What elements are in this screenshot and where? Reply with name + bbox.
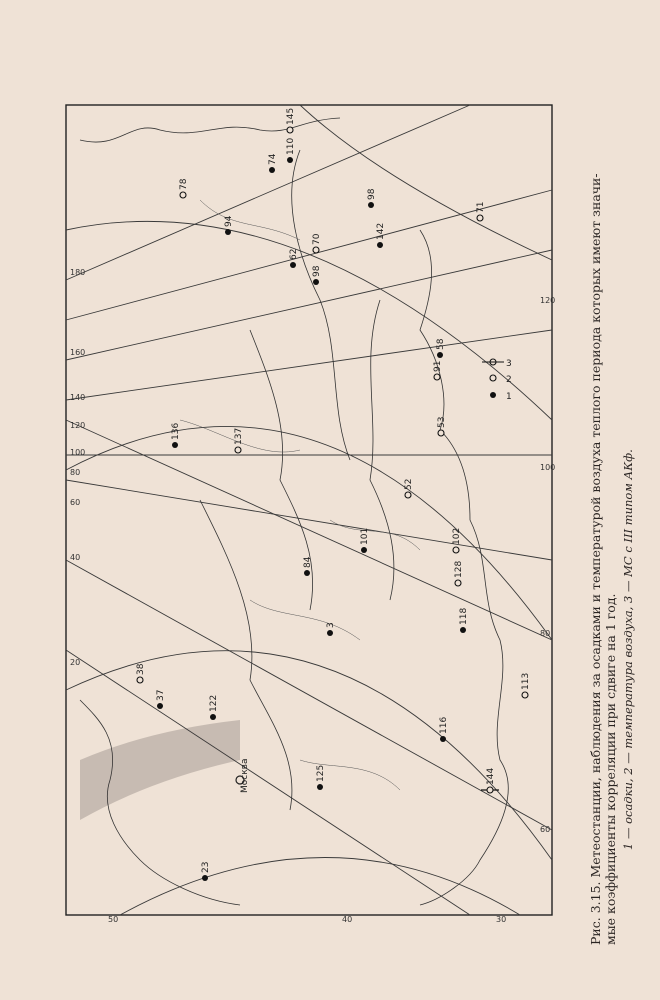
legend-open-circle-icon xyxy=(490,375,496,381)
station-marker xyxy=(476,202,486,221)
station-label: 91 xyxy=(433,360,443,372)
station-label: 102 xyxy=(452,527,462,545)
legend xyxy=(482,359,512,402)
station-marker xyxy=(326,622,336,636)
station-label: 136 xyxy=(171,422,181,440)
station-marker xyxy=(376,223,386,248)
meridian-label: 20 xyxy=(70,658,81,667)
meridian-label-bottom: 60 xyxy=(540,825,551,834)
station-label: 118 xyxy=(459,607,469,625)
shading xyxy=(80,720,240,820)
station-label: 94 xyxy=(224,215,234,227)
parallel-label: 40 xyxy=(342,915,353,924)
station-label: 3 xyxy=(326,622,336,628)
parallel-label: 30 xyxy=(496,915,507,924)
station-marker xyxy=(171,423,181,448)
meridian-label: 180 xyxy=(70,268,86,277)
station-marker xyxy=(437,417,447,436)
station-label: 125 xyxy=(316,764,326,782)
station-marker xyxy=(316,765,326,790)
legend-label: 2 xyxy=(506,375,512,385)
station-marker xyxy=(224,215,234,235)
station-marker xyxy=(286,108,296,133)
meridian-label: 140 xyxy=(70,393,86,402)
temperature-station-icon xyxy=(313,247,319,253)
legend-label: 1 xyxy=(506,392,512,402)
meridian-label-bottom: 120 xyxy=(540,296,556,305)
station-label: 98 xyxy=(367,188,377,200)
precipitation-station-icon xyxy=(290,262,296,268)
precipitation-station-icon xyxy=(377,242,383,248)
station-marker xyxy=(179,178,189,198)
precipitation-station-icon xyxy=(361,547,367,553)
caption-line-3: 1 — осадки, 2 — температура воздуха, 3 — МС с III типом АКф. xyxy=(621,449,635,850)
station-label: 23 xyxy=(201,861,211,873)
station-marker xyxy=(156,690,166,709)
caption-line-2: мые коэффициенты корреляции при сдвиге на 1 год. xyxy=(603,593,618,945)
city-label-moscow: Москва xyxy=(240,758,250,793)
meridian-label: 100 xyxy=(70,448,86,457)
akf-station-icon xyxy=(487,787,493,793)
station-label: 144 xyxy=(486,767,496,785)
precipitation-station-icon xyxy=(368,202,374,208)
precipitation-station-icon xyxy=(225,229,231,235)
station-label: 53 xyxy=(437,416,447,428)
temperature-station-icon xyxy=(522,692,528,698)
station-label: 142 xyxy=(376,222,386,240)
station-marker xyxy=(367,188,377,208)
station-marker xyxy=(312,233,322,253)
station-marker xyxy=(303,556,313,576)
station-label: 101 xyxy=(360,527,370,545)
meridian-label: 60 xyxy=(70,498,81,507)
legend-filled-circle-icon xyxy=(490,392,496,398)
station-marker xyxy=(439,717,449,742)
station-label: 37 xyxy=(156,689,166,701)
station-label: 98 xyxy=(312,265,322,277)
precipitation-station-icon xyxy=(172,442,178,448)
temperature-station-icon xyxy=(477,215,483,221)
meridian-label: 80 xyxy=(70,468,81,477)
map-frame xyxy=(66,105,552,915)
station-marker xyxy=(234,428,244,453)
station-label: 145 xyxy=(286,107,296,125)
temperature-station-icon xyxy=(287,127,293,133)
station-label: 38 xyxy=(136,663,146,675)
temperature-station-icon xyxy=(453,547,459,553)
precipitation-station-icon xyxy=(287,157,293,163)
meridian-label: 120 xyxy=(70,421,86,430)
precipitation-station-icon xyxy=(437,352,443,358)
station-label: 78 xyxy=(179,178,189,190)
caption-line-1: Рис. 3.15. Метеостанции, наблюдения за осадками и температурой воздуха теплого периода которых имеют значи- xyxy=(588,173,603,945)
station-marker xyxy=(209,695,219,720)
station-marker xyxy=(286,138,296,163)
temperature-station-icon xyxy=(180,192,186,198)
temperature-station-icon xyxy=(438,430,444,436)
station-marker xyxy=(433,361,443,380)
station-marker xyxy=(201,862,211,881)
station-label: 52 xyxy=(404,478,414,490)
station-label: 71 xyxy=(476,201,486,213)
precipitation-station-icon xyxy=(327,630,333,636)
precipitation-station-icon xyxy=(313,279,319,285)
station-marker xyxy=(521,673,531,698)
station-label: 62 xyxy=(289,248,299,260)
precipitation-station-icon xyxy=(157,703,163,709)
station-marker xyxy=(136,663,146,683)
station-label: 113 xyxy=(521,672,531,690)
station-marker xyxy=(360,528,370,553)
temperature-station-icon xyxy=(434,374,440,380)
station-label: 70 xyxy=(312,233,322,245)
station-marker xyxy=(312,265,322,285)
temperature-station-icon xyxy=(405,492,411,498)
station-label: 110 xyxy=(286,137,296,155)
station-marker xyxy=(452,528,462,553)
temperature-station-icon xyxy=(455,580,461,586)
station-marker xyxy=(404,479,414,498)
precipitation-station-icon xyxy=(269,167,275,173)
meridian-label-bottom: 80 xyxy=(540,629,551,638)
temperature-station-icon xyxy=(137,677,143,683)
precipitation-station-icon xyxy=(440,736,446,742)
temperature-station-icon xyxy=(235,447,241,453)
precipitation-station-icon xyxy=(304,570,310,576)
station-label: 116 xyxy=(439,716,449,734)
precipitation-station-icon xyxy=(460,627,466,633)
precipitation-station-icon xyxy=(202,875,208,881)
station-label: 122 xyxy=(209,694,219,712)
meridian-label: 40 xyxy=(70,553,81,562)
graticule xyxy=(66,105,552,915)
station-label: 58 xyxy=(436,338,446,350)
meridian-label-bottom: 100 xyxy=(540,463,556,472)
station-marker xyxy=(459,608,469,633)
station-marker xyxy=(454,561,464,586)
station-label: 84 xyxy=(303,556,313,568)
station-marker xyxy=(289,249,299,268)
precipitation-station-icon xyxy=(317,784,323,790)
station-label: 128 xyxy=(454,560,464,578)
legend-label: 3 xyxy=(506,359,512,369)
meridian-label: 160 xyxy=(70,348,86,357)
parallel-label: 50 xyxy=(108,915,119,924)
precipitation-station-icon xyxy=(210,714,216,720)
station-label: 137 xyxy=(234,427,244,445)
station-marker xyxy=(268,153,278,173)
station-marker xyxy=(436,338,446,358)
station-label: 74 xyxy=(268,153,278,165)
